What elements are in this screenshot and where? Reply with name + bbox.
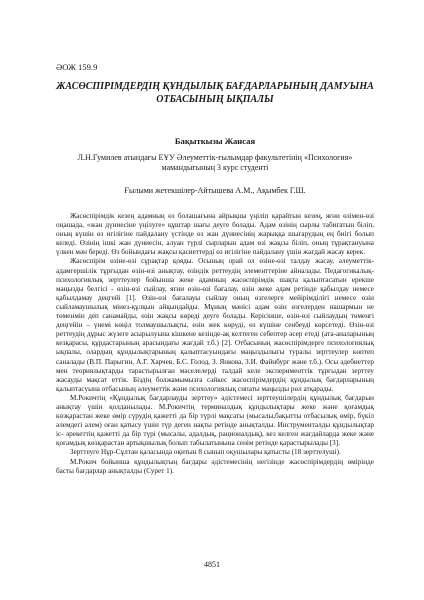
author-name: Бақыткызы Жансая: [174, 136, 256, 146]
advisors: Ғылыми жетекшілер-Айтышева А.М., Ақымбек Г.Ш.: [124, 186, 306, 195]
paragraph-2: Жасөспірім өзіне-өзі сұрақтар қояды. Осының орай ол өзіне-өзі талдау жасау, әлеуметтік-адамгершілік тұрғыдан өзін-өзі анықтау, өзіндік реттеудің элементтеріне айналады. Педагогикалық-психологиялық зерттеулер бойынша жеке адамның жасөспірімдік шақта қалыптасатын ерекше маңызды белгісі - өзін-өзі сыйлау, яғни өзін-өзі бағалау, өзін жеке адам ретінде қабылдау немесе қабылдамау деңгейі [1]. Өзін-өзі бағалауы сыйлау оның өзгелерге мейірімділігі немесе өзін сыйламаушылық мінез-құлқын айқындайды. Мұның мәнісі адам өзін өзгелерден нашармын не төменмін деп санамайды, өзін жақсы көреді деуге болады. Керісінше, өзін-өзі сыйлаудың төменгі деңгейін – үнемі көңіл толмаушылықты, өзін жек көруді, өз күшіне сенбеуді көрсетеді. Өзін-өзі реттеудің дұрыс жүзеге асырылуына кішкене кезінде-ақ келтеген себептер әсер етеді (ата-аналарының кезқарасы, құрдастарының арасындағы жағдай т.б.) [2]. Отбасының жасөспірімдерге психологиялық ықпалы, олардың құндылықтарының қалыптасуындағы маңыздылығы туралы зерттеулер көптеп саналады (В.П. Парыгин, А.Г. Харчев, Б.С. Голод, З. Янкова, З.И. Файнбург және т.б.). Осы әдебиеттер мен теориялықтарды тарастырылған мәселелерді талдай келе эксперименттік тұрғыдан зерттеу жасауды мақсат еттік. Біздің болжамымызға сәйкес жасөспірімдердің құндылық бағдарларының қалыптасуына отбасының әлеуметтік және психологиялық сипаты маңызды рөл атқарады.: [56, 257, 374, 393]
page-number: 4851: [204, 560, 220, 569]
paragraph-1: Жасөспірімдік кезең адамның өз болашағына айрықша үңіліп қарайтын кезең, яғни өзімен-өзі оңашада, «жан дүниесіне үңілуге» құштар шағы деуге болады. Адам өзінің сырлы табиғатын біліп, оның күшін өз игілігіне пайдалану үстінде өз жан дүниесінің жарыққа шығарудың ең биігі болып келеді. Өзінің ішкі жан дүниесін, алуан түрлі сырларын адам өзі жақсы біліп, оның тұрақтануына үлкен мән береді. Өз бойындағы жақсы қасиеттерді өз игілігіне пайдалану үшін жағдай жасау керек.: [56, 212, 374, 257]
affiliation: [56, 153, 374, 173]
paragraph-5: М.Рокич бойынша құндылықтың бағдары әдістемесінің негізінде жасөспірімдердің өмірінде басты бағдарлар анықталды (Сурет 1).: [56, 457, 374, 475]
paragraph-3: М.Рокичтің «Құндылық бағдарлауды зерттеу» әдістемесі зерттеушілердің құндылық бағдарын анықтау үшін қолданылады. М.Рокичтің терминалдық құндылықтары жеке және қоғамдық көзқарастан жеке өмір сүрудің қажетті да бір түрлі мақсаты (мысалы,бақытты отбасылық өмір, бүкіл әлемдегі алем) оған қатысу үшін түр деген нақты ретінде анықталды. Инструменталды құндылықтар іс- әрекеттің қажетті да бір түрі (мысалы, адалдық, рационалдық), кез келген жағдайларда жеке және қоғамдық көзқарастан артықшылық болып табылатынына сенім ретінде қарастырылады [3].: [56, 393, 374, 448]
udc-code: ӘОЖ 159.9: [56, 62, 98, 72]
title-line-2: ОТБАСЫНЫҢ ЫҚПАЛЫ: [156, 94, 274, 105]
paragraph-4: Зерттеуге Нұр-Сұлтан қаласында оқитын 8 сынып оқушылары қатысты (18 зерттелуші).: [70, 448, 341, 457]
article-title: [56, 80, 374, 106]
title-line-1: ЖАСӨСПІРІМДЕРДІҢ ҚҰНДЫЛЫҚ БАҒДАРЛАРЫНЫҢ ДАМУЫНА: [56, 81, 374, 92]
affiliation-line-2: мамандығының 3 курс студенті: [161, 163, 269, 172]
affiliation-line-1: Л.Н.Гумилев атындағы ЕҰУ Әлеуметтік-ғылымдар факультетінің «Психология»: [77, 153, 353, 162]
article-body: [56, 212, 374, 476]
